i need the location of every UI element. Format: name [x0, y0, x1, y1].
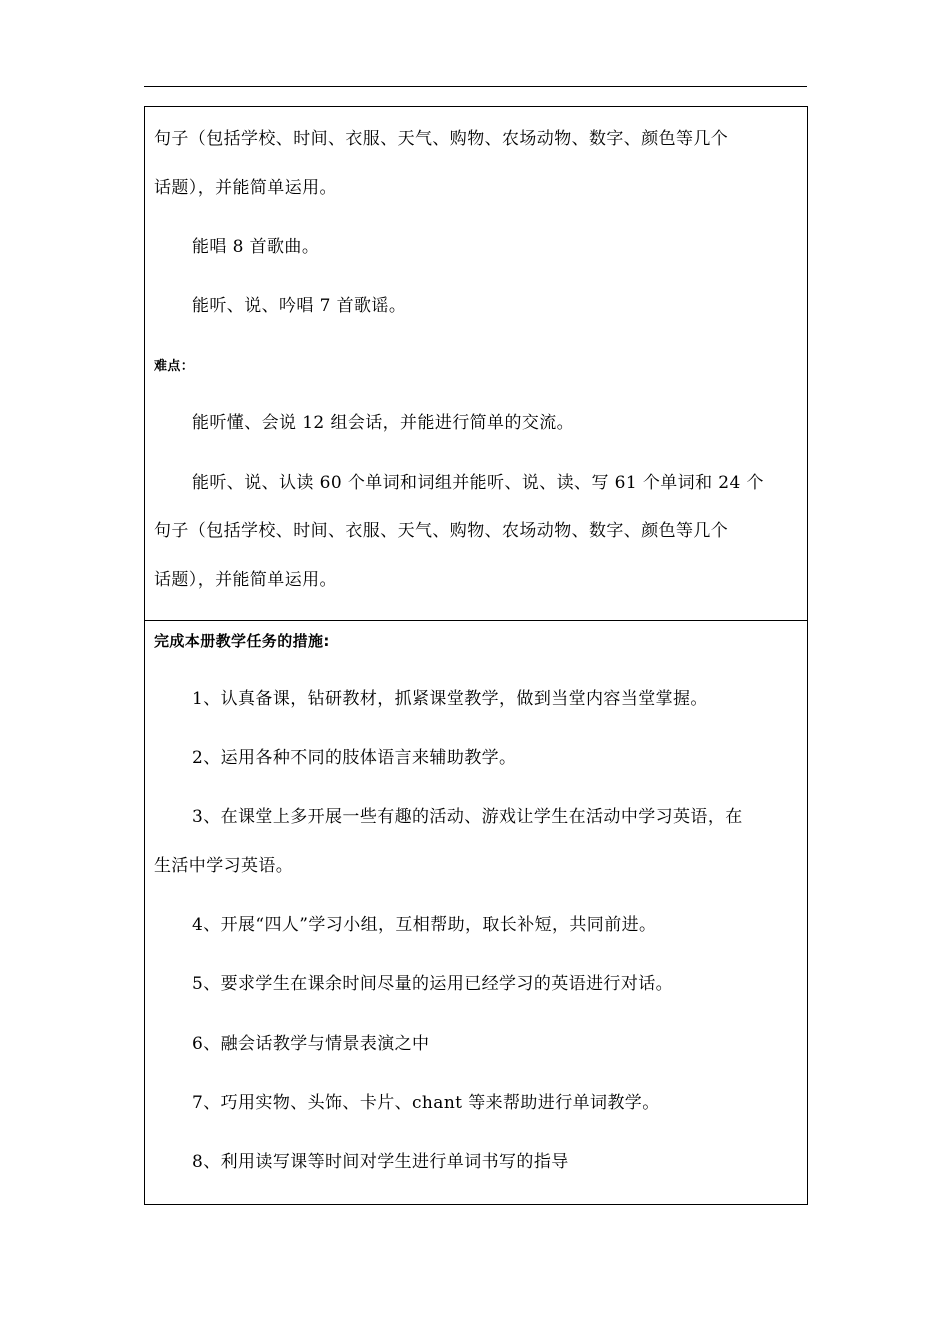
- measures-cell: [145, 621, 807, 1204]
- goal-line: 句子（包括学校、时间、衣服、天气、购物、农场动物、数字、颜色等几个: [154, 129, 729, 149]
- measure-item: 8、利用读写课等时间对学生进行单词书写的指导: [192, 1152, 569, 1172]
- goals-cell: [145, 107, 807, 621]
- difficulty-label: 难点：: [154, 359, 195, 374]
- measure-item: 7、巧用实物、头饰、卡片、chant 等来帮助进行单词教学。: [192, 1093, 660, 1113]
- measure-item-continued: 生活中学习英语。: [154, 856, 294, 876]
- songs-line: 能唱 8 首歌曲。: [192, 237, 320, 257]
- measure-item: 2、运用各种不同的肢体语言来辅助教学。: [192, 748, 517, 768]
- header-rule: [144, 86, 807, 87]
- measure-item: 1、认真备课，钻研教材，抓紧课堂教学，做到当堂内容当堂掌握。: [192, 689, 708, 709]
- difficulty-item: 能听、说、认读 60 个单词和词组并能听、说、读、写 61 个单词和 24 个: [192, 473, 764, 493]
- difficulty-item-continued: 话题），并能简单运用。: [154, 570, 337, 590]
- difficulty-item-continued: 句子（包括学校、时间、衣服、天气、购物、农场动物、数字、颜色等几个: [154, 521, 729, 541]
- measures-heading: 完成本册教学任务的措施:: [154, 632, 330, 650]
- measure-item: 5、要求学生在课余时间尽量的运用已经学习的英语进行对话。: [192, 974, 674, 994]
- chants-line: 能听、说、吟唱 7 首歌谣。: [192, 296, 407, 316]
- difficulty-item: 能听懂、会说 12 组会话，并能进行简单的交流。: [192, 413, 575, 433]
- plan-table: [144, 106, 808, 1205]
- measure-item: 4、开展“四人”学习小组，互相帮助，取长补短，共同前进。: [192, 915, 657, 935]
- measure-item: 6、融会话教学与情景表演之中: [192, 1034, 430, 1054]
- goal-line: 话题），并能简单运用。: [154, 178, 337, 198]
- measure-item: 3、在课堂上多开展一些有趣的活动、游戏让学生在活动中学习英语，在: [192, 807, 743, 827]
